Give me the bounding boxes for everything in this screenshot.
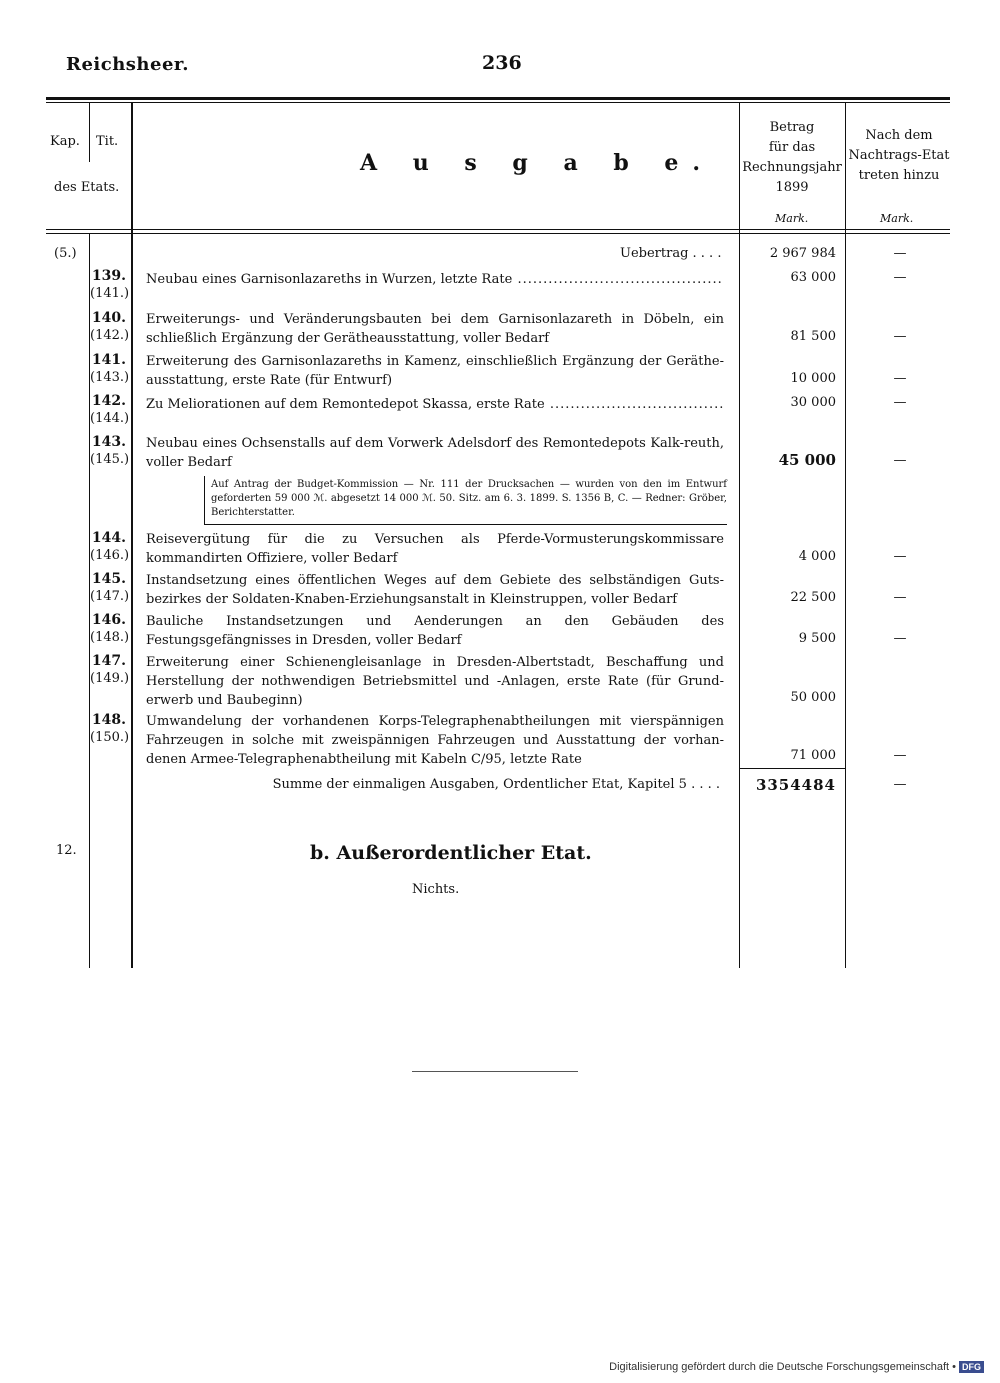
row-amount: 4 000 <box>798 549 836 564</box>
page-number: 236 <box>482 52 522 74</box>
row-description: Zu Meliorationen auf dem Remontedepot Skassa, erste Rate ..... <box>146 395 724 414</box>
unit-mark-left: Mark. <box>775 212 809 225</box>
row-description: Neubau eines Garnisonlazareths in Wurzen, letzte Rate ..... <box>146 270 724 289</box>
row-amount: 63 000 <box>790 270 836 285</box>
row-extra: — <box>893 748 907 763</box>
row-description: Instandsetzung eines öffentlichen Weges auf dem Gebiete des selbständigen Guts-bezirkes der Soldaten-Knaben-Erziehungsanstalt in Kleinstruppen, voller Bedarf <box>146 573 724 607</box>
dfg-logo: DFG <box>959 1361 984 1373</box>
row-description: Reisevergütung für die zu Versuchen als Pferde-Vormusterungskommissare kommandirten Offiziere, voller Bedarf <box>146 532 724 566</box>
section-b-kap: 12. <box>56 843 77 858</box>
betrag-line-2: für das <box>768 140 816 155</box>
section-b-text: Nichts. <box>412 882 460 897</box>
row-extra: — <box>893 453 907 468</box>
row-amount: 45 000 <box>778 451 836 469</box>
unit-mark-right: Mark. <box>880 212 914 225</box>
row-description: Umwandelung der vorhandenen Korps-Telegraphenabtheilungen mit vierspännigen Fahrzeugen in solche mit zweispännigen Fahrzeugen und Ausstattung der vorhan-denen Armee-Telegraphenabtheilung mit Kabeln C/95, letzte Rate <box>146 714 724 767</box>
row-extra: — <box>893 549 907 564</box>
row-extra: — <box>893 270 907 285</box>
col-header-ausgabe: A u s g a b e. <box>360 150 715 176</box>
kap-number: (5.) <box>54 246 77 261</box>
sum-rule <box>740 768 845 769</box>
nachtrag-line-1: Nach dem <box>865 128 933 143</box>
row-description: Erweiterung einer Schienengleisanlage in Dresden-Albertstadt, Beschaffung und Herstellung der nothwendigen Betriebsmittel und -Anlagen, erste Rate (für Grund-erwerb und Baubeginn) <box>146 655 724 708</box>
col-header-nachtrag <box>847 126 951 186</box>
col-header-betrag <box>742 118 842 198</box>
col-sep-amount-extra <box>845 102 846 968</box>
nachtrag-line-3: treten hinzu <box>858 168 940 183</box>
section-b-title: b. Außerordentlicher Etat. <box>310 842 592 864</box>
row-extra: — <box>893 395 907 410</box>
row-extra: — <box>893 631 907 646</box>
col-header-kap: Kap. <box>50 134 80 149</box>
row-description: Erweiterungs- und Veränderungsbauten bei dem Garnisonlazareth in Döbeln, ein schließlich Ergänzung der Gerätheausstattung, voller Bedarf <box>146 312 724 346</box>
title-number: 147. (149.) <box>90 653 130 686</box>
col-header-des-etats: des Etats. <box>54 180 120 195</box>
betrag-line-3: Rechnungsjahr <box>742 160 842 175</box>
header-bottom-rule <box>46 229 950 230</box>
row-extra: — <box>893 329 907 344</box>
row-extra: — <box>893 590 907 605</box>
carry-label: Uebertrag . . . . <box>620 246 722 261</box>
summe-extra: — <box>893 777 907 792</box>
summe-amount: 3354484 <box>755 776 836 794</box>
title-number: 142. (144.) <box>90 393 130 426</box>
row-amount: 71 000 <box>790 748 836 763</box>
footer-text: Digitalisierung gefördert durch die Deutsche Forschungsgemeinschaft • <box>609 1361 956 1373</box>
running-head: Reichsheer. <box>66 54 190 75</box>
summe-label: Summe der einmaligen Ausgaben, Ordentlicher Etat, Kapitel 5 . . . . <box>272 777 720 792</box>
title-number: 140. (142.) <box>90 310 130 343</box>
table-top-rule <box>46 97 950 100</box>
row-description: Neubau eines Ochsenstalls auf dem Vorwerk Adelsdorf des Remontedepots Kalk-reuth, voller Bedarf <box>146 436 724 470</box>
row-description: Erweiterung des Garnisonlazareths in Kamenz, einschließlich Ergänzung der Geräthe-ausstattung, erste Rate (für Entwurf) <box>146 354 724 388</box>
end-rule <box>412 1071 578 1072</box>
title-number: 141. (143.) <box>90 352 130 385</box>
row-amount: 10 000 <box>790 371 836 386</box>
digitization-footer <box>609 1361 984 1373</box>
title-number: 148. (150.) <box>90 712 130 745</box>
col-sep-desc-amount <box>739 102 740 968</box>
budget-commission-note: Auf Antrag der Budget-Kommission — Nr. 111 der Drucksachen — wurden von den im Entwurf geforderten 59 000 ℳ. abgesetzt 14 000 ℳ. 50. Sitz. am 6. 3. 1899. S. 1356 B, C. — Redner: Gröber, Berichterstatter. <box>204 476 727 525</box>
col-sep-kap-tit-top <box>89 102 90 162</box>
title-number: 145. (147.) <box>90 571 130 604</box>
betrag-line-4: 1899 <box>775 180 809 195</box>
row-amount: 22 500 <box>790 590 836 605</box>
row-amount: 81 500 <box>790 329 836 344</box>
title-number: 146. (148.) <box>90 612 130 645</box>
col-sep-tit-desc <box>131 102 133 968</box>
betrag-line-1: Betrag <box>769 120 815 135</box>
table-top-rule-2 <box>46 102 950 103</box>
row-amount: 9 500 <box>798 631 836 646</box>
title-number: 139. (141.) <box>90 268 130 301</box>
carry-extra: — <box>893 246 907 261</box>
nachtrag-line-2: Nachtrags-Etat <box>848 148 950 163</box>
row-amount: 50 000 <box>790 690 836 705</box>
row-extra: — <box>893 371 907 386</box>
carry-amount: 2 967 984 <box>769 246 836 261</box>
row-description: Bauliche Instandsetzungen und Aenderungen an den Gebäuden des Festungsgefängnisses in Dresden, voller Bedarf <box>146 614 724 648</box>
title-number: 143. (145.) <box>90 434 130 467</box>
col-header-tit: Tit. <box>96 134 119 149</box>
header-bottom-rule-2 <box>46 233 950 234</box>
row-amount: 30 000 <box>790 395 836 410</box>
title-number: 144. (146.) <box>90 530 130 563</box>
